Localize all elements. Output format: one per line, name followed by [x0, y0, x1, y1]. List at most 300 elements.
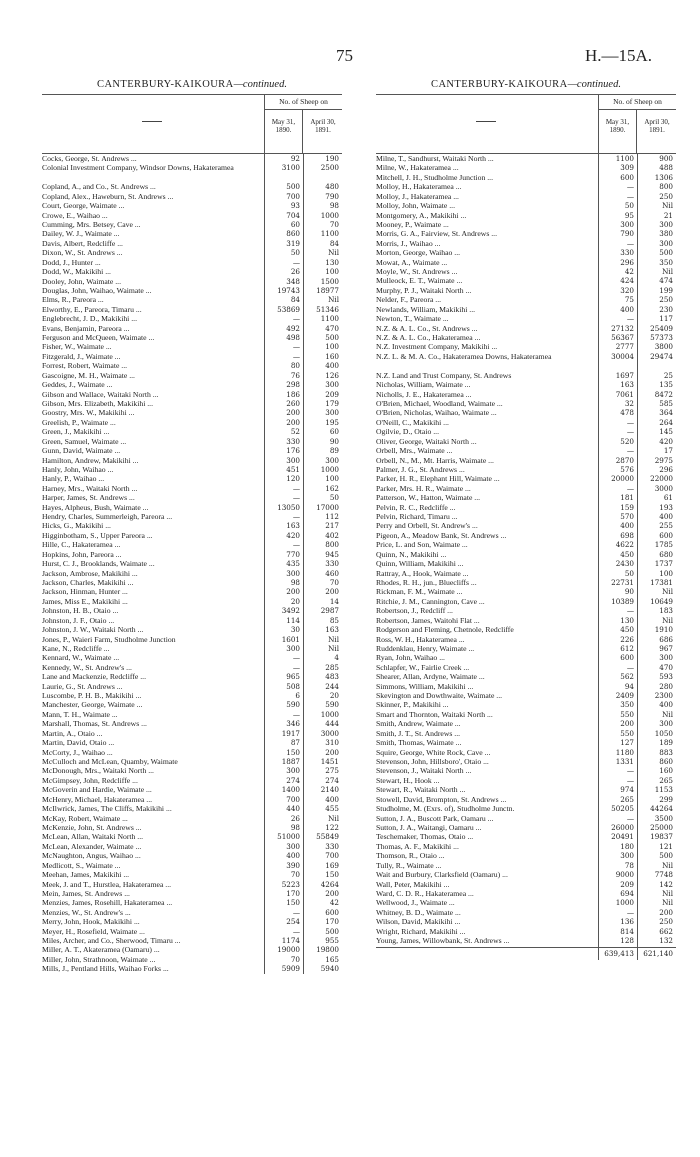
sheep-1891: 274 — [325, 775, 339, 785]
sheep-1890: 330 — [286, 436, 300, 446]
sheep-1891: 310 — [325, 738, 339, 748]
sheep-1891: 280 — [659, 681, 673, 691]
sheep-1891: 193 — [659, 502, 673, 512]
table-row — [376, 201, 676, 210]
owner-name: N.Z. & A. L. Co., St. Andrews ... — [376, 323, 478, 333]
table-row — [42, 559, 342, 568]
sheep-1891: Nil — [662, 201, 673, 211]
owner-name: Cumming, Mrs. Betsey, Cave ... — [42, 219, 141, 229]
table-row — [376, 700, 676, 709]
owner-name: N.Z. Land and Trust Company, St. Andrews — [376, 370, 512, 380]
sheep-1890: 93 — [290, 201, 300, 211]
sheep-1890: 200 — [286, 587, 300, 597]
owner-name: Jackson, Hinman, Hunter ... — [42, 587, 128, 597]
sheep-1890: 2430 — [615, 559, 634, 569]
table-row — [42, 503, 342, 512]
sheep-1891: 686 — [659, 634, 673, 644]
owner-name: Wait and Burbury, Clarksfield (Oamaru) ... — [376, 870, 508, 880]
owner-name: Higginbotham, S., Upper Pareora ... — [42, 530, 153, 540]
table-row — [376, 192, 676, 201]
sheep-1891: 4 — [334, 653, 339, 663]
table-row — [376, 371, 676, 380]
sheep-1891: 199 — [659, 285, 673, 295]
owner-name: Nicholls, J. E., Hakateramea ... — [376, 389, 472, 399]
table-row — [42, 550, 342, 559]
table-row — [376, 587, 676, 596]
sheep-1890: — — [626, 191, 634, 201]
owner-name: Medlicott, S., Waimate ... — [42, 860, 121, 870]
table-row — [376, 569, 676, 578]
table-row — [376, 342, 676, 351]
table-row — [376, 795, 676, 804]
owner-name: Menzies, W., St. Andrew's ... — [42, 907, 131, 917]
table-row — [376, 832, 676, 841]
sheep-1891: 400 — [325, 794, 339, 804]
dash-mark — [476, 121, 496, 122]
owner-name: McGimpsey, John, Redcliffe ... — [42, 775, 138, 785]
sheep-1891: 3500 — [654, 813, 673, 823]
sheep-1890: 80 — [290, 361, 300, 371]
owner-name: Montgomery, A., Makikihi ... — [376, 210, 467, 220]
owner-name: McKenzie, John, St. Andrews ... — [42, 822, 142, 832]
owner-name: Dodd, W., Makikihi ... — [42, 267, 111, 277]
owner-name: Miller, A. T., Akateramea (Oamaru) ... — [42, 945, 160, 955]
sheep-1891: 8472 — [654, 389, 673, 399]
sheep-1891: 264 — [659, 417, 673, 427]
sheep-1891: 3000 — [654, 483, 673, 493]
table-row — [42, 474, 342, 483]
sheep-1891: 790 — [325, 191, 339, 201]
sheep-1890: 209 — [620, 879, 634, 889]
sheep-1891: 150 — [325, 870, 339, 880]
table-row — [376, 691, 676, 700]
sheep-1890: — — [292, 907, 300, 917]
sheep-group-header: No. of Sheep on — [265, 95, 342, 110]
owner-name: McCorty, J., Waihao ... — [42, 747, 113, 757]
sheep-1891: 230 — [659, 304, 673, 314]
table-row — [376, 927, 676, 936]
sheep-1890: 78 — [624, 860, 634, 870]
sheep-1890: 10389 — [611, 596, 634, 606]
sheep-1890: — — [292, 351, 300, 361]
sheep-1891: 70 — [329, 219, 339, 229]
owner-name: James, Miss E., Makikihi ... — [42, 596, 128, 606]
sheep-1890: — — [292, 314, 300, 324]
sheep-1891: 300 — [659, 238, 673, 248]
table-row — [42, 653, 342, 662]
sheep-1890: 478 — [620, 408, 634, 418]
sheep-1890: 128 — [620, 936, 634, 946]
sheep-1890: 20000 — [611, 474, 634, 484]
owner-name: Milne, T., Sandhurst, Waitaki North ... — [376, 154, 494, 163]
sheep-1890: 19743 — [277, 285, 300, 295]
table-row — [42, 682, 342, 691]
sheep-1891: 89 — [329, 446, 339, 456]
sheep-1891: Nil — [662, 898, 673, 908]
sheep-1890: 309 — [620, 163, 634, 173]
sheep-1891: 883 — [659, 747, 673, 757]
sheep-1890: 1180 — [615, 747, 634, 757]
sheep-1891: 132 — [659, 936, 673, 946]
owner-name: Smart and Thornton, Waitaki North ... — [376, 709, 493, 719]
sheep-1891: Nil — [662, 615, 673, 625]
sheep-1890: 90 — [624, 587, 634, 597]
owner-name: Rattray, A., Hook, Waimate ... — [376, 568, 469, 578]
table-row — [42, 163, 342, 182]
table-row — [42, 587, 342, 596]
owner-name: Parker, H. R., Elephant Hill, Waimate ... — [376, 474, 500, 484]
section-title: CANTERBURY-KAIKOURA—continued. — [431, 79, 621, 90]
sheep-1890: 5909 — [281, 964, 300, 974]
sheep-1890: 26 — [290, 813, 300, 823]
table-row — [376, 427, 676, 436]
owner-name: Ferguson and McQueen, Waimate ... — [42, 333, 155, 343]
sheep-1890: 92 — [290, 154, 300, 163]
owner-name: Morris, J., Waihao ... — [376, 238, 441, 248]
table-row — [42, 625, 342, 634]
sheep-1891: 55849 — [316, 832, 339, 842]
owner-name: Newton, T., Waimate ... — [376, 314, 449, 324]
table-row — [376, 729, 676, 738]
sheep-1891: 1785 — [654, 540, 673, 550]
owner-name: Jackson, Ambrose, Makikihi ... — [42, 568, 138, 578]
sheep-1891: 85 — [329, 615, 339, 625]
sheep-1891: 200 — [659, 907, 673, 917]
table-row — [376, 842, 676, 851]
owner-name: Mowat, A., Waimate ... — [376, 257, 448, 267]
owner-name: Martin, A., Otaio ... — [42, 728, 103, 738]
sheep-1890: 1887 — [281, 757, 300, 767]
sheep-1891: 300 — [659, 719, 673, 729]
sheep-1891: 60 — [329, 427, 339, 437]
sheep-1891: 900 — [659, 154, 673, 163]
sheep-1890: 20 — [290, 596, 300, 606]
owner-name: Mein, James, St. Andrews ... — [42, 888, 130, 898]
owner-name: Greelish, P., Waimate ... — [42, 417, 116, 427]
sheep-1890: 508 — [286, 681, 300, 691]
sheep-1891: 255 — [659, 521, 673, 531]
sheep-1890: 700 — [286, 191, 300, 201]
sheep-1890: 498 — [286, 333, 300, 343]
table-row — [376, 870, 676, 879]
sheep-1890: — — [626, 662, 634, 672]
sheep-1890: 84 — [290, 295, 300, 305]
sheep-group-header: No. of Sheep on — [599, 95, 676, 110]
owner-name: Englebrecht, J. D., Makikihi ... — [42, 314, 138, 324]
sheep-1890: 5223 — [281, 879, 300, 889]
sheep-1890: 2409 — [615, 691, 634, 701]
owner-name: Mitchell, J. H., Studholme Junction ... — [376, 172, 494, 182]
table-row — [42, 286, 342, 295]
table-row — [376, 625, 676, 634]
april-column-header: April 30, 1891. — [644, 118, 670, 134]
owner-name: Thomson, R., Otaio ... — [376, 851, 445, 861]
table-row — [42, 484, 342, 493]
name-column-header — [42, 95, 265, 153]
sheep-1891: Nil — [328, 813, 339, 823]
sheep-1891: 500 — [659, 248, 673, 258]
table-row — [42, 776, 342, 785]
sheep-1891: 2975 — [654, 455, 673, 465]
owner-name: Hanly, P., Waihao ... — [42, 474, 105, 484]
table-row — [42, 465, 342, 474]
sheep-1891: 98 — [329, 201, 339, 211]
sheep-1891: 19837 — [650, 832, 673, 842]
owner-name: Hicks, G., Makikihi ... — [42, 521, 111, 531]
owner-name: Tully, R., Waimate ... — [376, 860, 442, 870]
table-row — [42, 540, 342, 549]
sheep-1891: 1100 — [320, 229, 339, 239]
sheep-1890: 700 — [286, 794, 300, 804]
sheep-1890: 450 — [620, 625, 634, 635]
owner-name: Ritchie, J. M., Cannington, Cave ... — [376, 596, 485, 606]
table-row — [376, 305, 676, 314]
sheep-1890: 50 — [624, 568, 634, 578]
sheep-1891: 800 — [659, 182, 673, 192]
owner-name: Ogilvie, D., Otaio ... — [376, 427, 439, 437]
sheep-1890: 27132 — [611, 323, 634, 333]
owner-name: Colonial Investment Company, Windsor Downs, Hakateramea — [42, 163, 234, 173]
sheep-1890: 180 — [620, 841, 634, 851]
sheep-1890: 170 — [286, 888, 300, 898]
table-row — [42, 295, 342, 304]
sheep-1890: 53869 — [277, 304, 300, 314]
owner-name: Stewart, H., Hook ... — [376, 775, 440, 785]
owner-name: Manchester, George, Waimate ... — [42, 700, 143, 710]
owner-name: McIlwrick, James, The Cliffs, Makikihi ... — [42, 804, 172, 814]
table-row — [42, 578, 342, 587]
table-row — [376, 597, 676, 606]
owner-name: Hamilton, Andrew, Makikihi ... — [42, 455, 139, 465]
sheep-1891: 250 — [659, 295, 673, 305]
owner-name: McNaughton, Angus, Waihao ... — [42, 851, 141, 861]
sheep-1891: 10649 — [650, 596, 673, 606]
table-row — [376, 163, 676, 172]
owner-name: Mulleock, E. T., Waimate ... — [376, 276, 463, 286]
sheep-1890: 98 — [290, 822, 300, 832]
sheep-1890: 13050 — [277, 502, 300, 512]
sheep-1891: 100 — [325, 342, 339, 352]
table-row — [42, 917, 342, 926]
owner-name: O'Brien, Michael, Woodland, Waimate ... — [376, 398, 503, 408]
owner-name: Green, Samuel, Waimate ... — [42, 436, 127, 446]
sheep-1890: 590 — [286, 700, 300, 710]
sheep-1890: 50 — [624, 201, 634, 211]
owner-name: Price, L. and Son, Waimate ... — [376, 540, 468, 550]
sheep-1891: 18977 — [316, 285, 339, 295]
owner-name: Wellwood, J., Waimate ... — [376, 898, 455, 908]
owner-name: Evans, Benjamin, Pareora ... — [42, 323, 130, 333]
sheep-1890: 400 — [620, 304, 634, 314]
owner-name: Forrest, Robert, Waimate ... — [42, 361, 128, 371]
sheep-1890: 3100 — [281, 163, 300, 173]
table-row — [376, 276, 676, 285]
owner-name: Hanly, John, Waihao ... — [42, 464, 114, 474]
table-row — [42, 493, 342, 502]
sheep-1890: 790 — [620, 229, 634, 239]
owner-name: Wilson, David, Makikihi ... — [376, 917, 461, 927]
sheep-1891: 29474 — [650, 351, 673, 361]
table-row — [42, 418, 342, 427]
total-row — [376, 947, 676, 960]
owner-name: Oliver, George, Waitaki North ... — [376, 436, 477, 446]
table-row — [42, 823, 342, 832]
table-row — [376, 889, 676, 898]
owner-name: Smith, Andrew, Waimate ... — [376, 719, 461, 729]
sheep-1891: 250 — [659, 917, 673, 927]
sheep-1890: 814 — [620, 926, 634, 936]
sheep-1890: 492 — [286, 323, 300, 333]
owner-name: N.Z. L. & M. A. Co., Hakateramea Downs, Hakateramea — [376, 351, 552, 361]
sheep-1890: 42 — [624, 267, 634, 277]
table-row — [376, 267, 676, 276]
table-row — [42, 521, 342, 530]
table-row — [42, 700, 342, 709]
sheep-1890: 330 — [620, 248, 634, 258]
sheep-1891: 488 — [659, 163, 673, 173]
table-row — [376, 324, 676, 333]
sheep-1890: 300 — [286, 568, 300, 578]
sheep-1891: 800 — [325, 540, 339, 550]
sheep-1891: 300 — [325, 408, 339, 418]
owner-name: Meek, J. and T., Hurstlea, Hakateramea ... — [42, 879, 172, 889]
sheep-1891: 244 — [325, 681, 339, 691]
owner-name: Studholme, M. (Exrs. of), Studholme Junctn. — [376, 804, 515, 814]
table-row — [42, 333, 342, 342]
table-row — [42, 785, 342, 794]
sheep-1891: 470 — [659, 662, 673, 672]
owner-name: Kennedy, W., St. Andrew's ... — [42, 662, 132, 672]
sheep-1891: 112 — [325, 512, 339, 522]
sheep-1891: 90 — [329, 436, 339, 446]
sheep-1891: 100 — [325, 474, 339, 484]
sheep-1890: — — [292, 483, 300, 493]
sheep-1890: 186 — [286, 389, 300, 399]
table-row — [42, 154, 342, 163]
sheep-1890: 451 — [286, 464, 300, 474]
sheep-1891: 84 — [329, 238, 339, 248]
owner-name: McLean, Allan, Waitaki North ... — [42, 832, 144, 842]
sheep-1890: 75 — [624, 295, 634, 305]
sheep-1891: 4264 — [320, 879, 339, 889]
table-row — [376, 286, 676, 295]
table-row — [42, 616, 342, 625]
owner-name: Mann, T. H., Waimate ... — [42, 709, 118, 719]
table-row — [376, 446, 676, 455]
sheep-1891: 25409 — [650, 323, 673, 333]
sheep-1890: 346 — [286, 719, 300, 729]
sheep-1890: 698 — [620, 530, 634, 540]
sheep-1890: 450 — [620, 549, 634, 559]
owner-name: Cocks, George, St. Andrews ... — [42, 154, 137, 163]
table-row — [376, 333, 676, 342]
sheep-1891: 209 — [325, 389, 339, 399]
sheep-1891: 200 — [325, 888, 339, 898]
name-column-header — [376, 95, 599, 153]
table-row — [376, 653, 676, 662]
page-number: 75 — [336, 46, 353, 65]
sheep-1891: 1153 — [654, 785, 673, 795]
owner-name: Wright, Richard, Makikihi ... — [376, 926, 466, 936]
owner-name: Dodd, J., Hunter ... — [42, 257, 101, 267]
sheep-1890: 114 — [286, 615, 300, 625]
table-row — [42, 390, 342, 399]
owner-name: Hopkins, John, Pareora ... — [42, 549, 122, 559]
sheep-1890: 562 — [620, 672, 634, 682]
owner-name: Wall, Peter, Makikihi ... — [376, 879, 450, 889]
table-row — [42, 927, 342, 936]
sheep-1891: 20 — [329, 691, 339, 701]
owner-name: McGoverin and Hardie, Waimate ... — [42, 785, 152, 795]
sheep-1890: 163 — [620, 380, 634, 390]
sheep-1890: — — [626, 238, 634, 248]
sheep-1891: 200 — [325, 587, 339, 597]
sheep-1891: 169 — [325, 860, 339, 870]
sheep-1891: 300 — [659, 653, 673, 663]
table-row — [42, 324, 342, 333]
owner-name: Molloy, J., Hakateramea ... — [376, 191, 459, 201]
sheep-1891: 480 — [325, 182, 339, 192]
table-row — [376, 936, 676, 945]
table-row — [376, 908, 676, 917]
table-row — [376, 154, 676, 163]
owner-name: Palmer, J. G., St. Andrews ... — [376, 464, 465, 474]
sheep-1890: — — [292, 662, 300, 672]
table-row — [376, 493, 676, 502]
table-row — [376, 173, 676, 182]
owner-name: Pigeon, A., Meadow Bank, St. Andrews ... — [376, 530, 507, 540]
sheep-1890: — — [626, 314, 634, 324]
sheep-1890: 150 — [286, 898, 300, 908]
sheep-1891: 330 — [325, 559, 339, 569]
sheep-1891: 3800 — [654, 342, 673, 352]
owner-name: Elms, R., Pareora ... — [42, 295, 104, 305]
sheep-1890: 60 — [290, 219, 300, 229]
sheep-1891: 160 — [659, 766, 673, 776]
sheep-1891: 19800 — [316, 945, 339, 955]
table-row — [42, 908, 342, 917]
sheep-1891: 1000 — [320, 464, 339, 474]
sheep-1890: — — [626, 606, 634, 616]
sheep-1891: 100 — [659, 568, 673, 578]
sheep-1891: 460 — [325, 568, 339, 578]
owner-name: Jackson, Charles, Makikihi ... — [42, 578, 134, 587]
sheep-1890: 550 — [620, 728, 634, 738]
sheep-1891: 299 — [659, 794, 673, 804]
sheep-1890: 159 — [620, 502, 634, 512]
sheep-1891: 500 — [325, 926, 339, 936]
table-row — [42, 361, 342, 370]
may-column-header: May 31, 1890. — [265, 110, 303, 153]
sheep-1890: 860 — [286, 229, 300, 239]
owner-name: McKay, Robert, Waimate ... — [42, 813, 128, 823]
table-row — [42, 851, 342, 860]
table-row — [376, 823, 676, 832]
sheep-1890: 570 — [620, 512, 634, 522]
sheep-1891: 195 — [325, 417, 339, 427]
sheep-1891: 25000 — [650, 822, 673, 832]
sheep-1891: 1306 — [654, 172, 673, 182]
table-row — [376, 738, 676, 747]
sheep-1891: 1910 — [654, 625, 673, 635]
owner-name: Smith, J. T., St. Andrews ... — [376, 728, 461, 738]
sheep-1891: 265 — [659, 775, 673, 785]
sheep-1891: 420 — [659, 436, 673, 446]
owner-name: Sutton, J. A., Waitangi, Oamaru ... — [376, 822, 482, 832]
sheep-1891: 22000 — [650, 474, 673, 484]
owner-name: Ross, W. H., Hakateramea ... — [376, 634, 465, 644]
table-row — [376, 437, 676, 446]
